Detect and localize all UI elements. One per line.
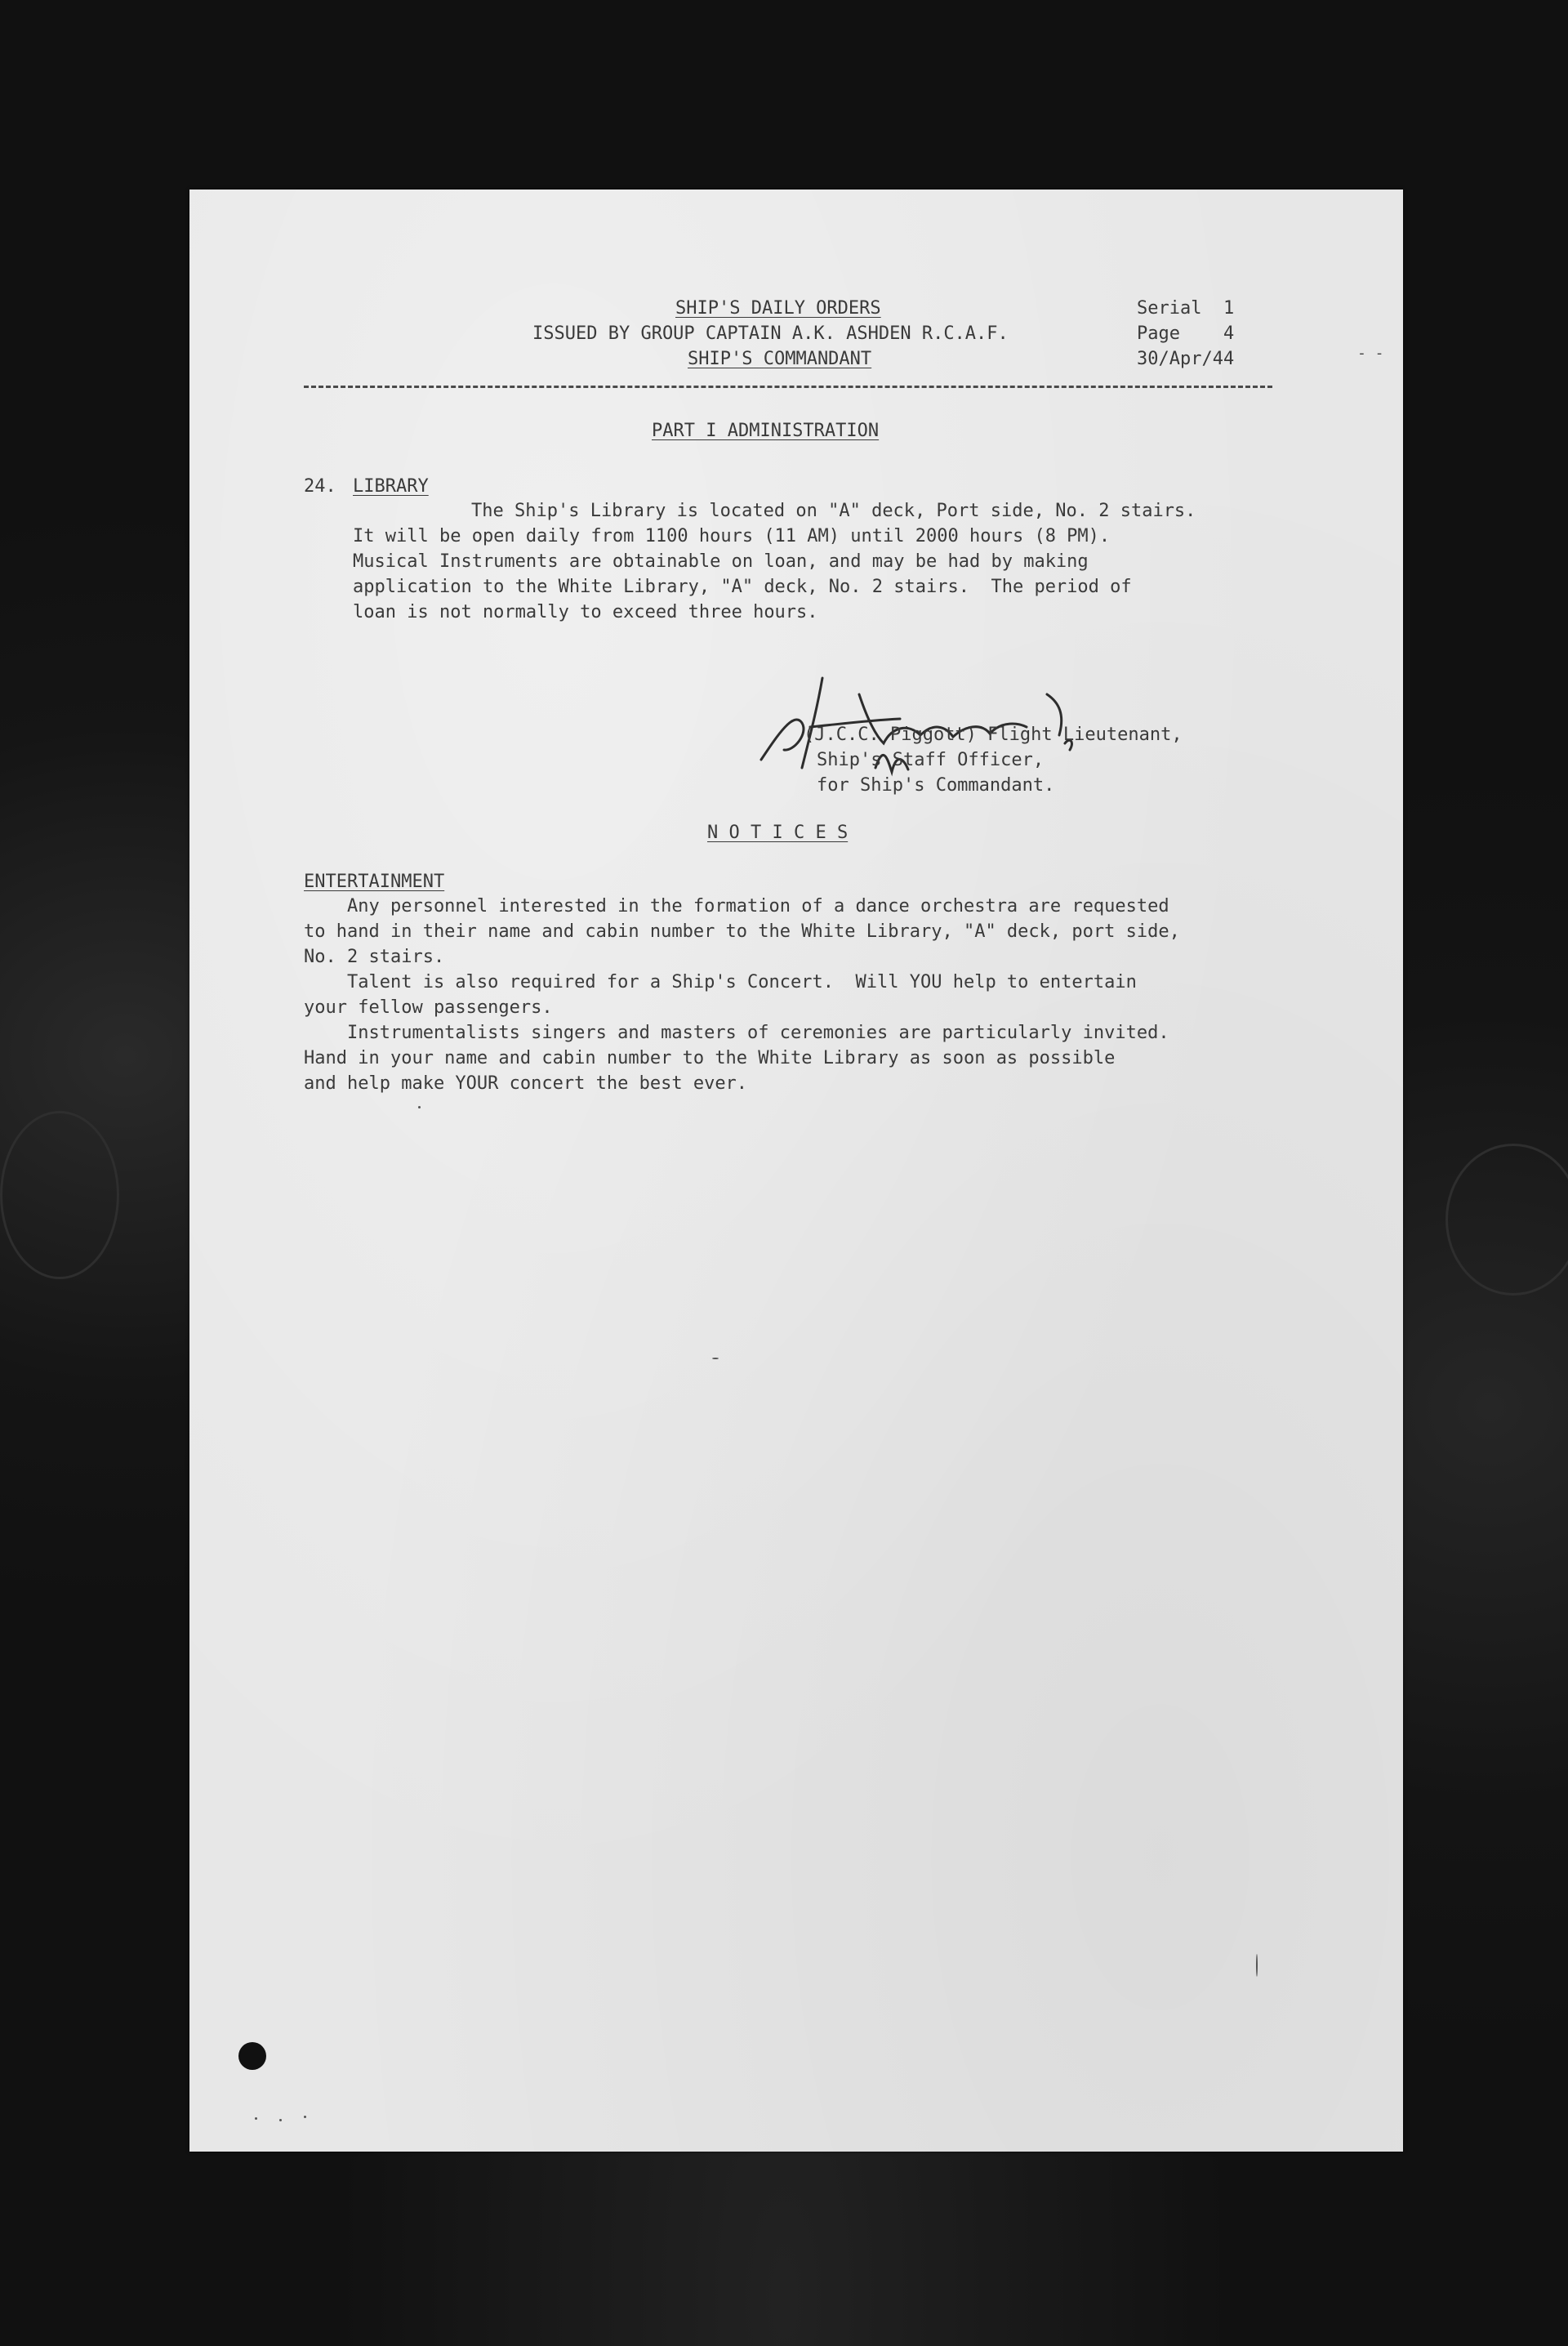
notice-text-line: Any personnel interested in the formation of a dance orchestra are requested (304, 896, 1169, 917)
signatory-name: (J.C.C. Piggott) Flight Lieutenant, (804, 725, 1183, 745)
notice-text-line: and help make YOUR concert the best ever. (304, 1073, 748, 1094)
item-title: LIBRARY (353, 476, 429, 497)
notice-text-line: your fellow passengers. (304, 997, 553, 1018)
library-text-line: loan is not normally to exceed three hours. (353, 602, 818, 622)
entertainment-heading: ENTERTAINMENT (304, 872, 445, 892)
notice-text-line: No. 2 stairs. (304, 947, 445, 967)
notice-text-line: Hand in your name and cabin number to the White Library as soon as possible (304, 1048, 1116, 1068)
header-divider (304, 386, 1272, 388)
issued-by-line: ISSUED BY GROUP CAPTAIN A.K. ASHDEN R.C.A.F. (532, 323, 1009, 344)
library-text-line: It will be open daily from 1100 hours (11 AM) until 2000 hours (8 PM). (353, 526, 1111, 546)
notice-text-line: Instrumentalists singers and masters of ceremonies are particularly invited. (304, 1023, 1169, 1043)
margin-tick: - - (1357, 345, 1384, 362)
signatory-role: Ship's Staff Officer, (817, 750, 1045, 770)
part-heading: PART I ADMINISTRATION (652, 421, 880, 441)
orders-title: SHIP'S DAILY ORDERS (675, 298, 881, 319)
notice-text-line: to hand in their name and cabin number to the White Library, "A" deck, port side, (304, 921, 1180, 942)
commandant-line: SHIP'S COMMANDANT (688, 349, 872, 369)
notice-text-line: Talent is also required for a Ship's Concert. Will YOU help to entertain (304, 972, 1137, 992)
library-text-line: Musical Instruments are obtainable on loan, and may be had by making (353, 551, 1089, 572)
notices-heading: N O T I C E S (707, 823, 849, 843)
ink-blot (238, 2042, 266, 2070)
item-number: 24. (304, 476, 336, 497)
library-text-line: application to the White Library, "A" deck, No. 2 stairs. The period of (353, 577, 1132, 597)
serial-number: Serial 1 (1137, 298, 1235, 319)
document-page (189, 190, 1403, 2152)
page-number: Page 4 (1137, 323, 1235, 344)
film-blemish (0, 1111, 119, 1279)
signatory-for: for Ship's Commandant. (817, 775, 1055, 796)
order-date: 30/Apr/44 (1137, 349, 1235, 369)
library-text-line: The Ship's Library is located on "A" deck, Port side, No. 2 stairs. (471, 501, 1196, 521)
